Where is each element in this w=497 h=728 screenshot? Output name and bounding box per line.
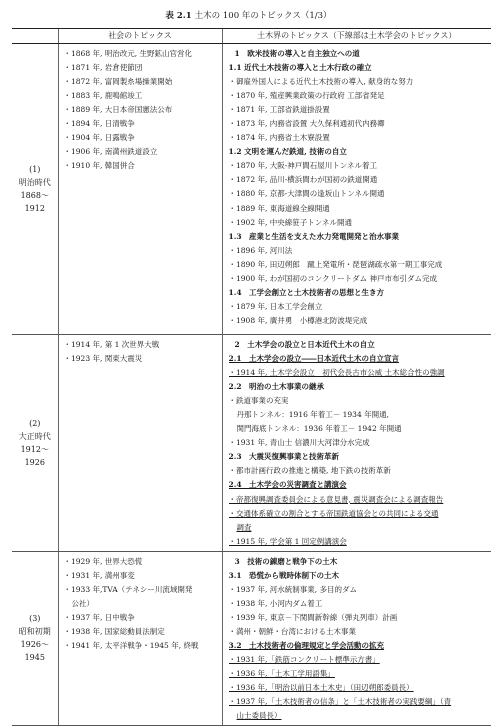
society-topic: ・ 1937 年, 日中戦争: [64, 611, 222, 625]
civil-topic: ・ 1908 年, 廣井勇 小樽港北防波堤完成: [229, 314, 492, 328]
civil-topic: ・ 鉄道事業の充実: [229, 394, 492, 408]
table-title: 土木の 100 年のトピックス（1/3）: [194, 11, 332, 21]
era-label: (3): [29, 614, 41, 624]
civil-topic: 調査: [236, 522, 252, 532]
era-label: (1): [29, 165, 41, 174]
era-label: 1868〜: [20, 191, 49, 200]
header-society: 社会のトピックス: [58, 29, 222, 44]
era-label: 1912〜: [20, 444, 49, 454]
era-row: [12, 335, 491, 552]
society-topic: ・ 1904 年, 日露戦争: [64, 131, 222, 145]
society-topic: ・ 1941 年, 太平洋戦争・1945 年, 終戦: [64, 639, 222, 653]
society-topic: ・ 1889 年, 大日本帝国憲法公布: [64, 103, 222, 117]
era-cell: [12, 44, 58, 335]
era-label: 明治時代: [18, 178, 51, 187]
civil-topic: ・ 1874 年, 内務省土木寮設置: [229, 131, 492, 145]
civil-topic: ・ 1872 年, 品川-横浜間わが国初の鉄道開通: [229, 173, 492, 187]
era-label: 1912: [24, 204, 45, 213]
civil-section-heading: 2 土木学会の設立と日本近代土木の自立: [234, 340, 375, 349]
civil-section-heading: 2.3 大震災復興事業と技術革新: [228, 452, 340, 462]
society-topic: ・ 1906 年, 南満州鉄道設立: [64, 145, 222, 159]
civil-section-heading: 3.1 恐慌から戦時体制下の土木: [228, 570, 340, 580]
civil-topic: 山士委員長）: [236, 711, 282, 721]
civil-section-heading: 1.4 工学会創立と土木技術者の思想と生き方: [228, 287, 385, 297]
civil-topic: ・ 1914 年, 土木学会設立 初代会長古市公威 土木総合性の強調: [229, 366, 492, 380]
civil-topic: ・ 満州・朝鮮・台湾における土木事業: [229, 625, 492, 639]
civil-section-heading: 2.1 土木学会の設立――日本近代土木の自立宣言: [228, 354, 400, 364]
era-label: 1926〜: [20, 640, 49, 650]
era-label: 1945: [24, 653, 45, 663]
header-row: [12, 29, 491, 44]
civil-topic: ・ 1939 年, 東京－下関間新幹線（弾丸列車）計画: [229, 611, 492, 625]
table-caption: [0, 11, 497, 21]
era-cell: [12, 551, 58, 726]
civil-topic: ・ 1936 年,「明治以前日本土木史」（田辺朔郎委員長）: [229, 681, 492, 695]
civil-topic: ・ 御雇外国人による近代土木技術の導入, 献身的な努力: [229, 75, 492, 89]
civil-topic: ・ 1880 年, 京都-大津間の逢坂山トンネル開通: [229, 187, 492, 201]
civil-topic: ・ 1931 年, 青山士 信濃川大河津分水完成: [229, 436, 492, 450]
civil-section-heading: 1.2 文明を運んだ鉄道, 技術の自立: [228, 147, 347, 157]
society-topic: ・ 1894 年, 日清戦争: [64, 117, 222, 131]
society-topic: ・ 1872 年, 富岡製糸場操業開始: [64, 75, 222, 89]
civil-topic: ・ 1896 年, 河川法: [229, 244, 492, 258]
civil-topic: 関門海底トンネル：1936 年着工－ 1942 年開通: [236, 424, 402, 434]
civil-section-heading: 2.4 土木学会の災害調査と講演会: [228, 480, 347, 490]
civil-cell: [222, 335, 491, 552]
era-label: (2): [29, 418, 41, 428]
civil-topic: ・ 1890 年, 田辺朔郎 蹴上発電所・琵琶湖疏水第一期工事完成: [229, 258, 492, 272]
civil-section-heading: 1.3 産業と生活を支えた水力発電開発と治水事業: [228, 231, 400, 241]
society-cell: [58, 551, 222, 726]
society-topic: ・ 1914 年, 第 1 次世界大戦: [64, 338, 222, 352]
era-label: 1926: [24, 457, 45, 467]
society-topic: ・ 1923 年, 関東大震災: [64, 352, 222, 366]
society-topic: ・ 1931 年, 満州事変: [64, 569, 222, 583]
civil-cell: [222, 44, 491, 335]
society-topic: 公社）: [71, 598, 94, 608]
table-number: 表 2.1: [165, 11, 192, 21]
era-label: 大正時代: [18, 431, 51, 441]
civil-section-heading: 2.2 明治の土木事業の継承: [228, 382, 325, 392]
civil-section-heading: 3 技術の錬磨と戦争下の土木: [234, 556, 338, 566]
civil-topic: ・ 帝都復興調査委員会による意見書, 震災調査会による調査報告: [229, 493, 492, 507]
civil-topic: ・ 1937 年, 河水統制事業, 多目的ダム: [229, 583, 492, 597]
society-cell: [58, 44, 222, 335]
civil-topic: ・ 1870 年, 大阪-神戸間石屋川トンネル着工: [229, 159, 492, 173]
civil-topic: ・ 1873 年, 内務省設置 大久保利通初代内務卿: [229, 117, 492, 131]
civil-section-heading: 1 欧米技術の導入と自主独立への道: [234, 49, 360, 58]
society-topic: ・ 1929 年, 世界大恐慌: [64, 555, 222, 569]
table-body: [12, 44, 491, 726]
society-topic: ・ 1910 年, 韓国併合: [64, 159, 222, 173]
civil-topic: ・ 都市計画行政の推進と構築, 地下鉄の技術革新: [229, 464, 492, 478]
civil-topic: ・ 1900 年, わが国初のコンクリートダム 神戸市布引ダム完成: [229, 272, 492, 286]
civil-topic: ・ 1937 年,「土木技術者の信条」と「土木技術者の実践要綱」（青: [229, 695, 492, 709]
civil-topic: ・ 1902 年, 中央線笹子トンネル開通: [229, 216, 492, 230]
civil-section-heading: 3.2 土木技術者の倫理規定と学会活動の拡充: [228, 640, 385, 650]
civil-section-heading: 1.1 近代土木技術の導入と土木行政の確立: [228, 63, 372, 73]
civil-topic: ・ 1938 年, 小河内ダム着工: [229, 597, 492, 611]
society-topic: ・ 1868 年, 明治改元, 生野鉱山官営化: [64, 47, 222, 61]
civil-topic: ・ 1889 年, 東海道線全線開通: [229, 202, 492, 216]
civil-topic: ・ 1931 年,「鉄筋コンクリート標準示方書」: [229, 653, 492, 667]
society-topic: ・ 1933 年,TVA（テネシー川流域開発: [64, 583, 222, 597]
header-civil: 土木界のトピックス（下線部は土木学会のトピックス）: [222, 29, 491, 44]
civil-topic: ・ 1879 年, 日本工学会創立: [229, 300, 492, 314]
society-cell: [58, 335, 222, 552]
era-cell: [12, 335, 58, 552]
civil-cell: [222, 551, 491, 726]
civil-topic: ・ 1915 年, 学会第 1 回定例講演会: [229, 535, 492, 549]
civil-topic: ・ 1936 年,「土木工学用語集」: [229, 667, 492, 681]
era-label: 昭和初期: [18, 627, 51, 637]
era-row: [12, 44, 491, 335]
society-topic: ・ 1938 年, 国家総動員法制定: [64, 625, 222, 639]
header-era: [12, 29, 58, 44]
civil-topic: ・ 1871 年, 工部省鉄道掛設置: [229, 103, 492, 117]
society-topic: ・ 1883 年, 鹿鳴館竣工: [64, 89, 222, 103]
civil-topic: ・ 1870 年, 殖産興業政策の行政府 工部省発足: [229, 89, 492, 103]
era-row: [12, 551, 491, 726]
civil-topic: ・ 交通体系確立の割合とする帝国鉄道協会との共同による交通: [229, 507, 492, 521]
topics-table: [12, 28, 491, 726]
civil-topic: 丹那トンネル：1916 年着工－ 1934 年開通,: [236, 410, 389, 420]
society-topic: ・ 1871 年, 岩倉使節団: [64, 61, 222, 75]
